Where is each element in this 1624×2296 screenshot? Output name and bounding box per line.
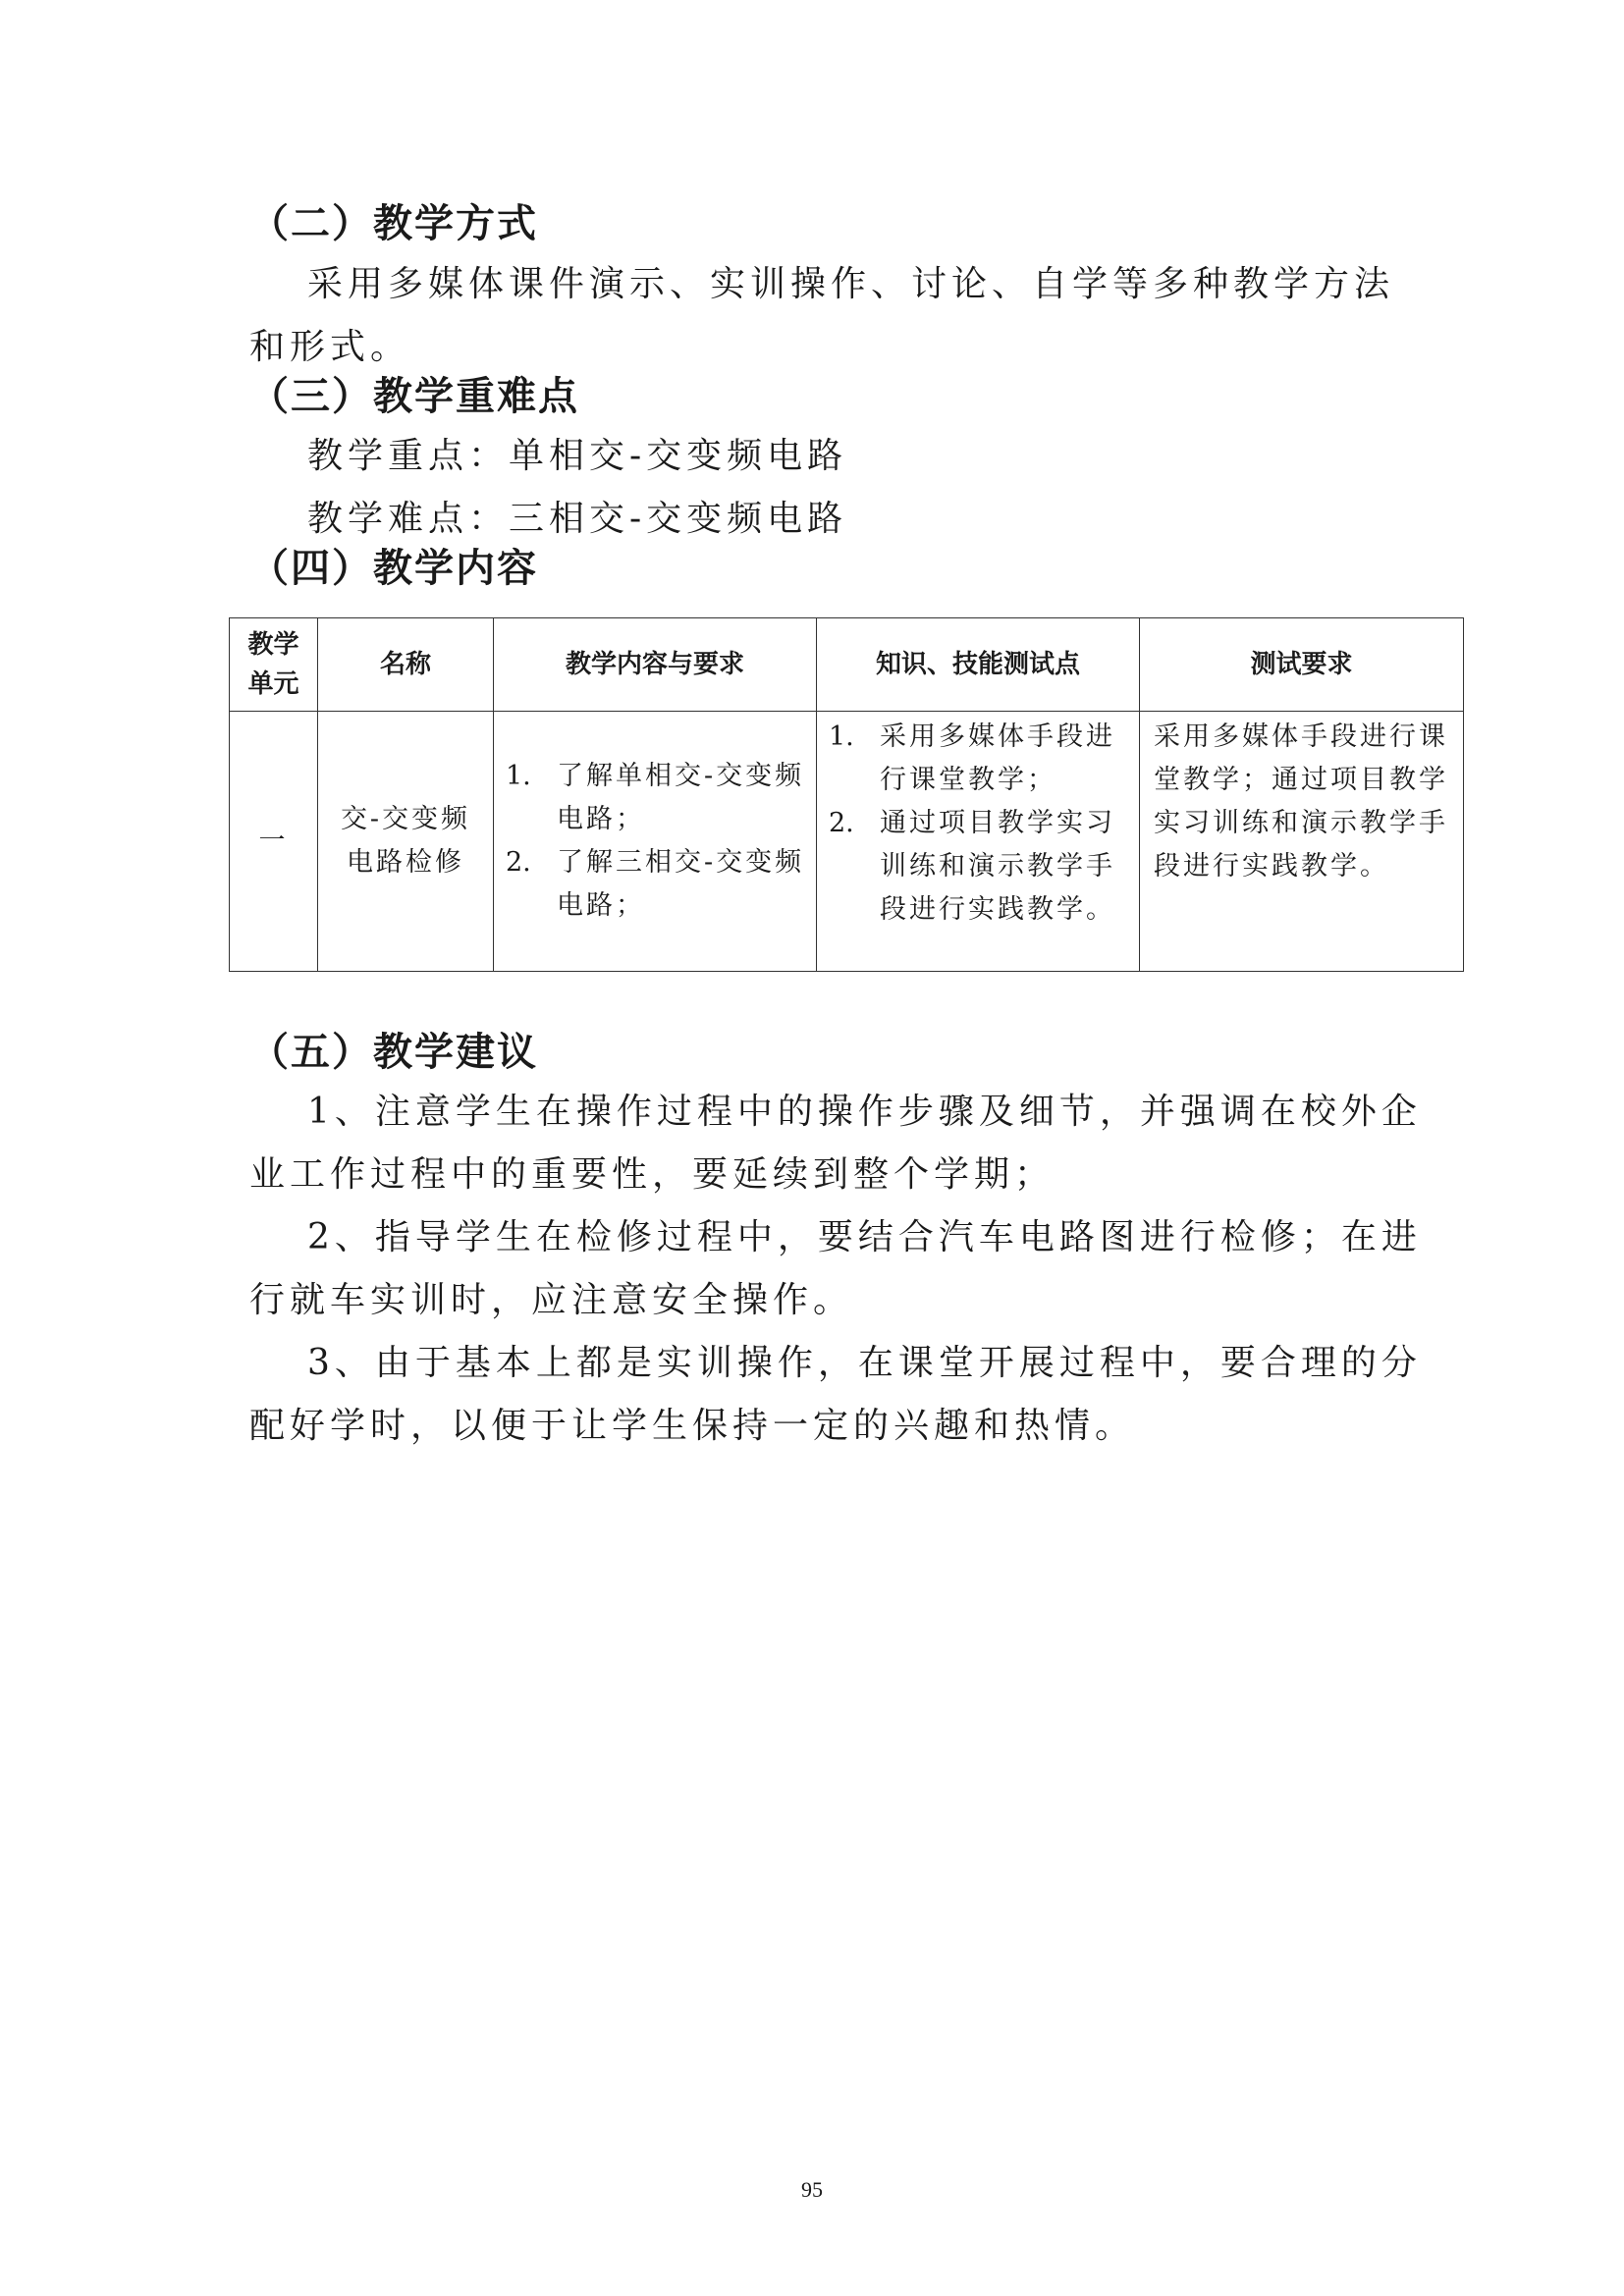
difficult-point-text: 教学难点：三相交-交变频电路 xyxy=(307,499,848,539)
section-2-paragraph-line-1: 采用多媒体课件演示、实训操作、讨论、自学等多种教学方法 xyxy=(307,264,1395,304)
page-number: 95 xyxy=(801,2177,823,2202)
cell-content xyxy=(494,712,817,972)
suggestion-1-line-2: 业工作过程中的重要性，要延续到整个学期； xyxy=(249,1154,1056,1195)
table-row xyxy=(230,712,1464,972)
suggestion-3-line-2: 配好学时，以便于让学生保持一定的兴趣和热情。 xyxy=(249,1406,1136,1446)
section-2-heading: （二）教学方式 xyxy=(249,201,538,246)
list-text: 了解单相交-交变频电路； xyxy=(557,761,805,834)
key-point-text: 教学重点：单相交-交变频电路 xyxy=(307,436,848,476)
cell-name: 交-交变频电路检修 xyxy=(318,712,494,972)
cell-unit: 一 xyxy=(230,712,318,972)
header-test-points: 知识、技能测试点 xyxy=(817,618,1140,712)
suggestion-2-line-2: 行就车实训时，应注意安全操作。 xyxy=(249,1280,854,1320)
list-item xyxy=(494,755,816,841)
header-content: 教学内容与要求 xyxy=(494,618,817,712)
teaching-content-table xyxy=(229,617,1464,972)
suggestion-2-line-1: 2、指导学生在检修过程中，要结合汽车电路图进行检修；在进 xyxy=(307,1217,1422,1257)
header-unit: 教学单元 xyxy=(230,618,318,712)
list-number: 2. xyxy=(506,847,531,878)
content-list xyxy=(494,755,816,928)
cell-test-points xyxy=(817,712,1140,972)
list-text: 通过项目教学实习训练和演示教学手段进行实践教学。 xyxy=(880,808,1115,925)
suggestion-1-line-1: 1、注意学生在操作过程中的操作步骤及细节，并强调在校外企 xyxy=(307,1092,1422,1132)
list-text: 了解三相交-交变频电路； xyxy=(557,847,805,921)
table-header-row xyxy=(230,618,1464,712)
header-test-requirements: 测试要求 xyxy=(1140,618,1464,712)
list-number: 1. xyxy=(829,721,854,752)
section-3-heading: （三）教学重难点 xyxy=(249,374,579,419)
list-number: 2. xyxy=(829,808,854,838)
section-4-heading: （四）教学内容 xyxy=(249,546,538,591)
header-name: 名称 xyxy=(318,618,494,712)
list-item xyxy=(817,802,1139,932)
suggestion-3-line-1: 3、由于基本上都是实训操作，在课堂开展过程中，要合理的分 xyxy=(307,1343,1422,1383)
test-requirements-text: 采用多媒体手段进行课堂教学；通过项目教学实习训练和演示教学手段进行实践教学。 xyxy=(1154,721,1448,881)
section-2-paragraph-line-2: 和形式。 xyxy=(249,327,411,367)
list-text: 采用多媒体手段进行课堂教学； xyxy=(880,721,1115,795)
cell-test-requirements xyxy=(1140,712,1464,972)
section-5-heading: （五）教学建议 xyxy=(249,1030,538,1075)
list-item xyxy=(494,841,816,928)
list-item xyxy=(817,716,1139,802)
test-points-list xyxy=(817,716,1139,932)
list-number: 1. xyxy=(506,761,531,791)
